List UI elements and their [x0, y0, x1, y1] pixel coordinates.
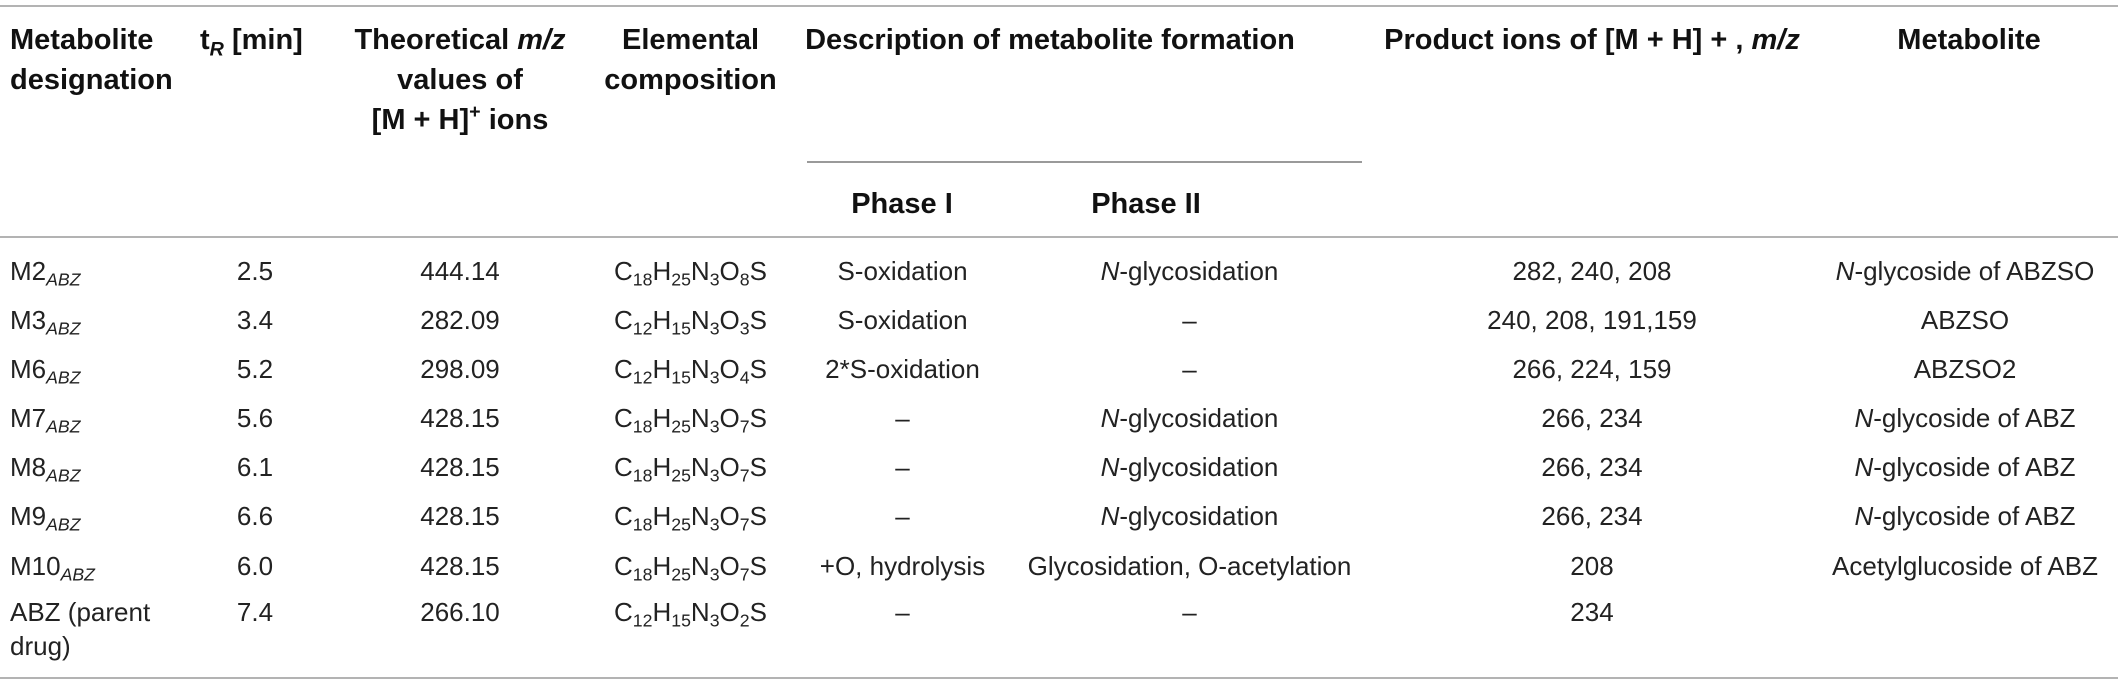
cell-elemental-composition [598, 254, 783, 288]
header-retention-time: $t_R$ [min] [200, 24, 303, 61]
header-elemental-composition: Elemental composition [604, 24, 777, 96]
formula-subscript: 15 [671, 318, 691, 339]
phase-2-italic-prefix: N [1100, 501, 1120, 531]
designation-subscript: ABZ [60, 564, 95, 585]
cell-phase-2 [1012, 303, 1367, 337]
cell-metabolite [1815, 303, 2115, 337]
cell-designation [10, 450, 81, 484]
cell-elemental-composition [598, 499, 783, 533]
cell-product-ions: 266, 234 [1541, 403, 1643, 433]
cell-phase-1: – [895, 501, 910, 531]
phase-2-text: -glycosidation [1119, 452, 1279, 482]
designation-subscript: ABZ [46, 465, 81, 486]
formula-subscript: 18 [632, 564, 653, 585]
formula-element: C [614, 551, 633, 581]
formula-subscript: 3 [709, 610, 720, 631]
designation-text: ABZ (parent [10, 597, 151, 627]
header-product-ions: Product ions of [M + H] + , m/z [1384, 24, 1800, 56]
formula-element: S [749, 501, 767, 531]
formula-element: N [690, 305, 710, 335]
formula-subscript: 15 [671, 610, 691, 631]
cell-designation [10, 401, 81, 435]
metabolite-text: ABZSO2 [1913, 354, 2017, 384]
cell-theoretical-mz: 298.09 [420, 354, 500, 384]
cell-designation [10, 303, 81, 337]
cell-product-ions: 240, 208, 191,159 [1487, 305, 1697, 335]
cell-theoretical-mz: 428.15 [420, 452, 500, 482]
header-description: Description of metabolite formation [805, 24, 1295, 56]
cell-theoretical-mz: 282.09 [420, 305, 500, 335]
formula-subscript: 3 [709, 318, 720, 339]
metabolite-text: -glycoside of ABZ [1873, 403, 2076, 433]
header-metabolite: Metabolite [1897, 24, 2041, 56]
formula-subscript: 3 [709, 564, 720, 585]
cell-phase-1: – [895, 452, 910, 482]
formula-element: C [614, 256, 633, 286]
formula-element: S [749, 256, 767, 286]
cell-theoretical-mz: 428.15 [420, 403, 500, 433]
formula-subscript: 8 [739, 269, 750, 290]
formula-subscript: 18 [632, 416, 653, 437]
cell-phase-2 [1012, 499, 1367, 533]
formula-element: H [652, 256, 672, 286]
formula-element: O [719, 305, 740, 335]
formula-subscript: 7 [739, 564, 750, 585]
cell-product-ions: 234 [1570, 597, 1614, 627]
cell-phase-2 [1012, 450, 1367, 484]
cell-elemental-composition [598, 352, 783, 386]
cell-phase-1: S-oxidation [837, 256, 968, 286]
cell-phase-1: +O, hydrolysis [819, 551, 986, 581]
cell-product-ions: 266, 234 [1541, 501, 1643, 531]
cell-elemental-composition [598, 595, 783, 629]
formula-element: C [614, 354, 633, 384]
designation-subscript: ABZ [46, 514, 81, 535]
phase-2-italic-prefix: N [1100, 452, 1120, 482]
designation-subscript: ABZ [46, 269, 81, 290]
designation-subscript: ABZ [46, 318, 81, 339]
designation-text: M3 [10, 305, 47, 335]
metabolite-italic-prefix: N [1854, 452, 1874, 482]
cell-metabolite [1815, 352, 2115, 386]
formula-element: N [690, 501, 710, 531]
cell-metabolite [1815, 499, 2115, 533]
formula-element: O [719, 403, 740, 433]
metabolite-italic-prefix: N [1835, 256, 1855, 286]
cell-retention-time: 5.6 [236, 403, 274, 433]
cell-phase-1: – [895, 597, 910, 627]
cell-designation [10, 352, 81, 386]
cell-product-ions: 282, 240, 208 [1512, 256, 1672, 286]
cell-theoretical-mz: 444.14 [420, 256, 500, 286]
formula-element: H [652, 305, 672, 335]
formula-element: H [652, 452, 672, 482]
cell-theoretical-mz: 266.10 [420, 597, 500, 627]
phase-2-text: -glycosidation [1119, 403, 1279, 433]
formula-subscript: 3 [739, 318, 750, 339]
formula-subscript: 12 [632, 367, 653, 388]
formula-element: S [749, 551, 767, 581]
cell-phase-1: S-oxidation [837, 305, 968, 335]
formula-element: N [690, 597, 710, 627]
cell-retention-time: 3.4 [236, 305, 274, 335]
cell-retention-time: 6.0 [236, 551, 274, 581]
designation-text: M2 [10, 256, 47, 286]
cell-phase-2 [1012, 254, 1367, 288]
formula-subscript: 3 [709, 416, 720, 437]
cell-product-ions: 266, 234 [1541, 452, 1643, 482]
header-metabolite-designation: Metabolite designation [10, 24, 173, 96]
cell-phase-1: 2*S-oxidation [825, 354, 980, 384]
formula-element: S [749, 354, 767, 384]
phase-2-text: Glycosidation, O-acetylation [1027, 551, 1352, 581]
cell-metabolite [1815, 549, 2115, 583]
cell-metabolite [1815, 450, 2115, 484]
phase-2-text: -glycosidation [1119, 256, 1279, 286]
cell-metabolite [1815, 401, 2115, 435]
formula-subscript: 3 [709, 367, 720, 388]
formula-element: O [719, 452, 740, 482]
formula-subscript: 12 [632, 610, 653, 631]
cell-retention-time: 2.5 [236, 256, 274, 286]
formula-element: H [652, 403, 672, 433]
formula-subscript: 25 [671, 514, 691, 535]
formula-subscript: 18 [632, 514, 653, 535]
formula-element: N [690, 354, 710, 384]
formula-element: O [719, 551, 740, 581]
cell-phase-2 [1012, 352, 1367, 386]
metabolite-italic-prefix: N [1854, 501, 1874, 531]
formula-element: O [719, 256, 740, 286]
formula-subscript: 15 [671, 367, 691, 388]
formula-element: S [749, 452, 767, 482]
formula-element: S [749, 305, 767, 335]
formula-element: N [690, 403, 710, 433]
formula-subscript: 18 [632, 465, 653, 486]
cell-elemental-composition [598, 401, 783, 435]
header-phase-1: Phase I [851, 188, 953, 220]
phase-2-italic-prefix: N [1100, 403, 1120, 433]
cell-retention-time: 6.6 [236, 501, 274, 531]
formula-element: O [719, 597, 740, 627]
table-top-rule [0, 5, 2118, 7]
formula-element: O [719, 354, 740, 384]
formula-element: H [652, 354, 672, 384]
metabolite-text: ABZSO [1920, 305, 2010, 335]
cell-designation [10, 595, 150, 663]
metabolite-text: Acetylglucoside of ABZ [1832, 551, 2098, 581]
metabolite-text: -glycoside of ABZ [1873, 452, 2076, 482]
cell-phase-2 [1012, 401, 1367, 435]
formula-subscript: 3 [709, 465, 720, 486]
formula-element: H [652, 501, 672, 531]
formula-element: H [652, 597, 672, 627]
cell-phase-2 [1012, 549, 1367, 583]
metabolite-text: -glycoside of ABZ [1873, 501, 2076, 531]
cell-elemental-composition [598, 450, 783, 484]
header-phase-2: Phase II [1091, 188, 1201, 220]
header-theoretical-mz: Theoretical m/z values of [M + H]+ ions [354, 24, 566, 136]
cell-elemental-composition [598, 303, 783, 337]
formula-subscript: 3 [709, 514, 720, 535]
formula-subscript: 25 [671, 416, 691, 437]
description-subheader-rule [807, 161, 1362, 163]
table-bottom-rule [0, 677, 2118, 679]
designation-text-line2: drug) [10, 631, 71, 661]
formula-element: N [690, 256, 710, 286]
designation-text: M6 [10, 354, 47, 384]
cell-theoretical-mz: 428.15 [420, 551, 500, 581]
designation-text: M8 [10, 452, 47, 482]
formula-element: N [690, 551, 710, 581]
designation-text: M7 [10, 403, 47, 433]
cell-product-ions: 208 [1570, 551, 1614, 581]
phase-2-italic-prefix: N [1100, 256, 1120, 286]
formula-subscript: 7 [739, 514, 750, 535]
formula-subscript: 3 [709, 269, 720, 290]
cell-product-ions: 266, 224, 159 [1512, 354, 1672, 384]
metabolite-text: -glycoside of ABZSO [1854, 256, 2095, 286]
formula-subscript: 7 [739, 465, 750, 486]
formula-subscript: 18 [632, 269, 653, 290]
formula-element: C [614, 597, 633, 627]
cell-retention-time: 7.4 [236, 597, 274, 627]
phase-2-text: – [1182, 354, 1197, 384]
cell-designation [10, 254, 81, 288]
formula-element: C [614, 501, 633, 531]
formula-element: C [614, 305, 633, 335]
metabolite-italic-prefix: N [1854, 403, 1874, 433]
formula-subscript: 25 [671, 269, 691, 290]
designation-subscript: ABZ [46, 367, 81, 388]
cell-retention-time: 5.2 [236, 354, 274, 384]
cell-designation [10, 549, 95, 583]
cell-designation [10, 499, 81, 533]
formula-element: C [614, 452, 633, 482]
cell-elemental-composition [598, 549, 783, 583]
cell-phase-1: – [895, 403, 910, 433]
phase-2-text: -glycosidation [1119, 501, 1279, 531]
designation-subscript: ABZ [46, 416, 81, 437]
formula-element: N [690, 452, 710, 482]
formula-subscript: 12 [632, 318, 653, 339]
phase-2-text: – [1182, 305, 1197, 335]
designation-text: M10 [10, 551, 61, 581]
formula-element: S [749, 597, 767, 627]
formula-element: H [652, 551, 672, 581]
table-header-rule [0, 236, 2118, 238]
cell-metabolite [1815, 254, 2115, 288]
cell-phase-2 [1012, 595, 1367, 629]
phase-2-text: – [1182, 597, 1197, 627]
formula-element: O [719, 501, 740, 531]
designation-text: M9 [10, 501, 47, 531]
formula-element: S [749, 403, 767, 433]
formula-element: C [614, 403, 633, 433]
formula-subscript: 4 [739, 367, 750, 388]
formula-subscript: 25 [671, 465, 691, 486]
formula-subscript: 7 [739, 416, 750, 437]
cell-retention-time: 6.1 [236, 452, 274, 482]
formula-subscript: 2 [739, 610, 750, 631]
formula-subscript: 25 [671, 564, 691, 585]
cell-theoretical-mz: 428.15 [420, 501, 500, 531]
